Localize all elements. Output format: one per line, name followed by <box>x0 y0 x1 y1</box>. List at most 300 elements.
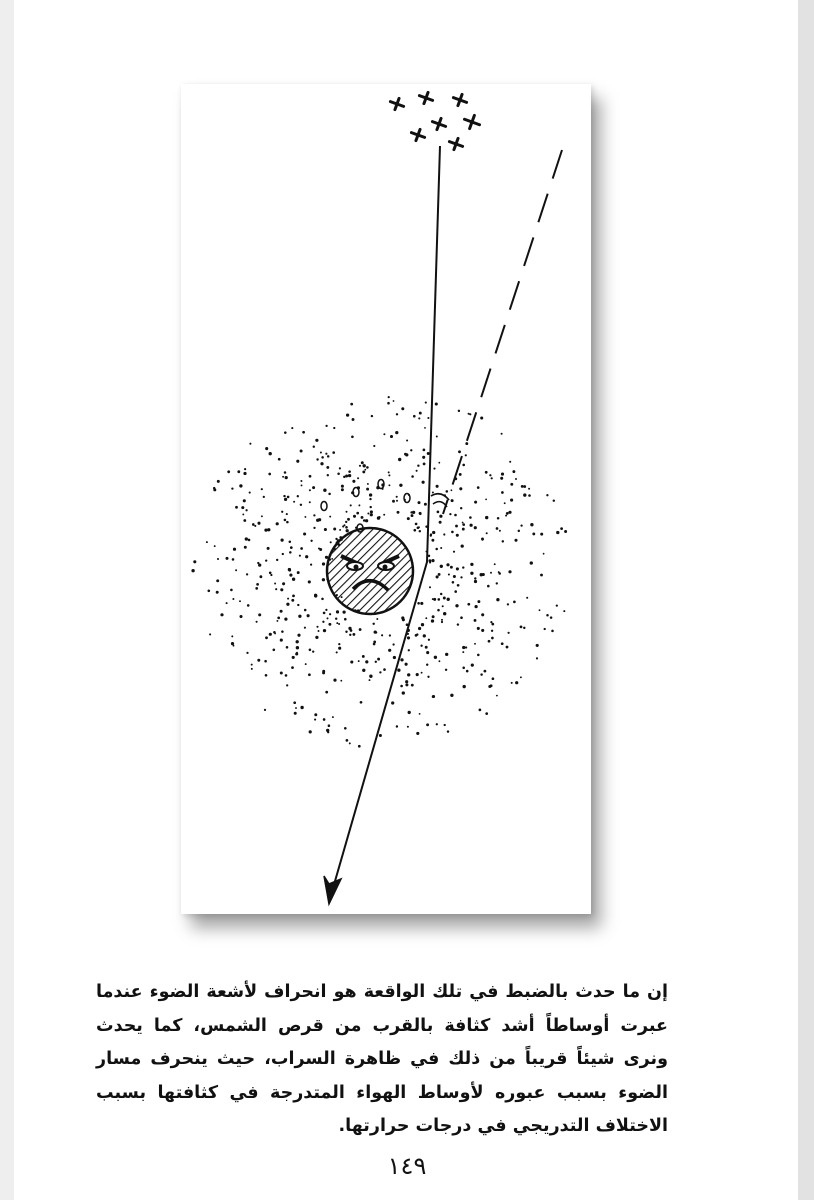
atmosphere-dot <box>436 723 438 725</box>
atmosphere-dot <box>333 679 336 682</box>
atmosphere-dot <box>423 449 426 452</box>
atmosphere-dot <box>291 666 294 669</box>
atmosphere-dot <box>436 485 439 488</box>
atmosphere-dot <box>288 568 291 571</box>
atmosphere-dot <box>291 427 293 429</box>
atmosphere-dot <box>507 632 509 634</box>
atmosphere-dot <box>438 462 440 464</box>
atmosphere-dot <box>396 725 398 727</box>
atmosphere-dot <box>501 491 504 494</box>
atmosphere-dot <box>391 701 394 704</box>
atmosphere-dot <box>315 439 318 442</box>
atmosphere-dot <box>327 474 329 476</box>
atmosphere-dot <box>370 506 372 508</box>
atmosphere-dot <box>415 523 418 526</box>
diagram-svg <box>181 84 591 914</box>
atmosphere-dot <box>267 547 270 550</box>
atmosphere-dot <box>304 516 306 518</box>
atmosphere-dot <box>342 610 345 613</box>
atmosphere-dot <box>323 489 326 492</box>
atmosphere-dot <box>453 575 456 578</box>
atmosphere-dot <box>481 629 484 632</box>
atmosphere-dot <box>454 590 457 593</box>
atmosphere-dot <box>298 615 301 618</box>
atmosphere-dot <box>287 496 290 499</box>
atmosphere-dot <box>440 547 442 549</box>
atmosphere-dot <box>249 492 251 494</box>
atmosphere-dot <box>437 609 440 612</box>
atmosphere-dot <box>350 403 353 406</box>
atmosphere-dot <box>308 580 311 583</box>
atmosphere-dot <box>328 493 331 496</box>
atmosphere-dot <box>539 609 541 611</box>
atmosphere-dot <box>255 587 258 590</box>
atmosphere-dot <box>286 521 289 524</box>
atmosphere-dot <box>387 402 390 405</box>
atmosphere-dot <box>320 462 323 465</box>
atmosphere-dot <box>448 573 450 575</box>
atmosphere-dot <box>249 443 251 445</box>
atmosphere-dot <box>477 627 480 630</box>
atmosphere-dot <box>421 623 424 626</box>
atmosphere-dot <box>396 413 398 415</box>
atmosphere-dot <box>426 723 429 726</box>
atmosphere-dot <box>441 619 443 621</box>
atmosphere-dot <box>540 533 543 536</box>
atmosphere-dot <box>233 548 236 551</box>
atmosphere-dot <box>520 626 523 629</box>
atmosphere-dot <box>499 530 501 532</box>
atmosphere-dot <box>265 559 267 561</box>
atmosphere-dot <box>523 485 526 488</box>
atmosphere-dot <box>512 470 515 473</box>
atmosphere-dot <box>434 656 437 659</box>
atmosphere-dot <box>245 509 247 511</box>
atmosphere-dot <box>543 553 545 555</box>
atmosphere-dot <box>481 613 484 616</box>
atmosphere-dot <box>405 663 408 666</box>
atmosphere-dot <box>296 640 299 643</box>
atmosphere-dot <box>419 530 421 532</box>
atmosphere-dot <box>274 583 276 585</box>
atmosphere-dot <box>375 661 377 663</box>
atmosphere-dot <box>456 534 459 537</box>
atmosphere-dot <box>439 515 442 518</box>
atmosphere-dot <box>270 574 272 576</box>
atmosphere-dot <box>358 504 360 506</box>
atmosphere-dot <box>285 476 288 479</box>
body-paragraph: إن ما حدث بالضبط في تلك الواقعة هو انحراف لأشعة الضوء عندما عبرت أوساطاً أشد كثافة بالقرب من قرص الشمس، كما يحدث ونرى شيئاً قريباً من ذلك في ظاهرة السراب، حيث ينحرف مسار الضوء بسبب عبوره لأوساط الهواء المتدرجة في كثافتها بسبب الاختلاف التدريجي في درجات حرارتها. <box>96 982 668 1136</box>
atmosphere-dot <box>296 646 299 649</box>
atmosphere-dot <box>335 617 337 619</box>
atmosphere-dot <box>496 598 499 601</box>
atmosphere-dot <box>488 640 491 643</box>
atmosphere-dot <box>277 617 280 620</box>
atmosphere-dot <box>491 477 493 479</box>
atmosphere-dot <box>320 451 322 453</box>
atmosphere-dot <box>314 713 317 716</box>
atmosphere-dot <box>232 558 235 561</box>
atmosphere-dot <box>340 680 342 682</box>
atmosphere-dot <box>366 488 369 491</box>
atmosphere-dot <box>352 418 355 421</box>
atmosphere-dot <box>293 501 295 503</box>
sun-disk <box>327 528 413 614</box>
atmosphere-dot <box>506 512 509 515</box>
atmosphere-dot <box>297 634 300 637</box>
atmosphere-dot <box>369 498 371 500</box>
atmosphere-dot <box>336 610 339 613</box>
atmosphere-dot <box>346 739 349 742</box>
atmosphere-dot <box>444 724 446 726</box>
atmosphere-dot <box>460 576 462 578</box>
atmosphere-dot <box>275 588 277 590</box>
atmosphere-dot <box>338 647 341 650</box>
atmosphere-dot <box>280 672 283 675</box>
atmosphere-dot <box>241 506 244 509</box>
atmosphere-dot <box>265 447 268 450</box>
atmosphere-dot <box>294 712 297 715</box>
atmosphere-dot <box>400 685 403 688</box>
atmosphere-dot <box>496 695 498 697</box>
atmosphere-dot <box>226 602 228 604</box>
atmosphere-dot <box>407 636 410 639</box>
atmosphere-dot <box>429 586 431 588</box>
atmosphere-dot <box>276 620 278 622</box>
atmosphere-dot <box>348 474 351 477</box>
atmosphere-dot <box>523 627 525 629</box>
atmosphere-dot <box>536 657 538 659</box>
atmosphere-dot <box>425 617 427 619</box>
atmosphere-dot <box>425 646 428 649</box>
atmosphere-dot <box>332 451 335 454</box>
atmosphere-dot <box>506 646 509 649</box>
atmosphere-dot <box>465 454 467 456</box>
atmosphere-dot <box>309 489 311 491</box>
atmosphere-dot <box>411 684 414 687</box>
atmosphere-dot <box>523 493 526 496</box>
atmosphere-dot <box>304 627 306 629</box>
atmosphere-dot <box>297 571 300 574</box>
atmosphere-dot <box>406 439 408 441</box>
atmosphere-dot <box>312 486 315 489</box>
atmosphere-dot <box>436 436 438 438</box>
atmosphere-dot <box>292 595 295 598</box>
atmosphere-dot <box>427 452 430 455</box>
atmosphere-dot <box>442 605 444 607</box>
atmosphere-dot <box>461 544 464 547</box>
atmosphere-dot <box>551 630 554 633</box>
atmosphere-dot <box>528 488 530 490</box>
atmosphere-dot <box>418 627 421 630</box>
atmosphere-dot <box>309 730 312 733</box>
atmosphere-dot <box>515 478 517 480</box>
atmosphere-dot <box>329 613 331 615</box>
atmosphere-dot <box>258 613 261 616</box>
atmosphere-dot <box>521 485 524 488</box>
atmosphere-dot <box>341 488 344 491</box>
atmosphere-dot <box>424 427 426 429</box>
atmosphere-dot <box>376 618 378 620</box>
atmosphere-dot <box>261 488 263 490</box>
atmosphere-dot <box>264 528 267 531</box>
atmosphere-dot <box>457 584 460 587</box>
atmosphere-dot <box>431 559 434 562</box>
atmosphere-dot <box>374 630 377 633</box>
atmosphere-dot <box>501 642 504 645</box>
atmosphere-dot <box>289 541 292 544</box>
atmosphere-dot <box>369 675 372 678</box>
atmosphere-dot <box>416 470 418 472</box>
atmosphere-dot <box>510 483 513 486</box>
atmosphere-dot <box>310 564 312 566</box>
atmosphere-dot <box>470 563 473 566</box>
atmosphere-dot <box>230 589 233 592</box>
atmosphere-dot <box>383 668 386 671</box>
atmosphere-dot <box>462 464 465 467</box>
atmosphere-dot <box>248 539 251 542</box>
atmosphere-dot <box>350 660 353 663</box>
atmosphere-dot <box>265 674 268 677</box>
atmosphere-dot <box>329 516 331 518</box>
atmosphere-dot <box>232 598 234 600</box>
atmosphere-dot <box>217 480 220 483</box>
atmosphere-dot <box>314 594 317 597</box>
atmosphere-dot <box>289 551 292 554</box>
atmosphere-dot <box>431 619 434 622</box>
atmosphere-dot <box>471 663 474 666</box>
atmosphere-dot <box>310 540 312 542</box>
atmosphere-dot <box>372 623 374 625</box>
atmosphere-dot <box>407 517 410 520</box>
atmosphere-dot <box>399 484 402 487</box>
atmosphere-dot <box>278 458 281 461</box>
atmosphere-dot <box>417 526 420 529</box>
atmosphere-dot <box>408 649 410 651</box>
atmosphere-dot <box>264 660 267 663</box>
atmosphere-dot <box>507 603 509 605</box>
atmosphere-dot <box>474 577 476 579</box>
atmosphere-dot <box>426 651 429 654</box>
atmosphere-dot <box>297 495 299 497</box>
apparent-light-path-dashed <box>443 150 562 514</box>
atmosphere-dot <box>462 667 465 670</box>
atmosphere-dot <box>246 573 248 575</box>
atmosphere-dot <box>405 683 408 686</box>
atmosphere-dot <box>309 475 312 478</box>
atmosphere-dot <box>362 669 365 672</box>
atmosphere-dot <box>388 474 390 476</box>
atmosphere-dot <box>402 691 405 694</box>
atmosphere-dot <box>428 559 431 562</box>
atmosphere-dot <box>280 588 283 591</box>
atmosphere-dot <box>459 487 462 490</box>
atmosphere-dot <box>520 524 522 526</box>
atmosphere-dot <box>383 514 385 516</box>
atmosphere-dot <box>451 531 454 534</box>
atmosphere-dot <box>526 597 528 599</box>
atmosphere-dot <box>508 511 511 514</box>
atmosphere-dot <box>300 504 302 506</box>
atmosphere-dot <box>239 615 242 618</box>
atmosphere-dot <box>256 621 258 623</box>
atmosphere-dot <box>361 461 364 464</box>
star-icon <box>447 136 464 152</box>
atmosphere-dot <box>313 527 315 529</box>
atmosphere-dot <box>411 514 414 517</box>
atmosphere-dot <box>497 517 500 520</box>
atmosphere-dot <box>419 713 421 715</box>
atmosphere-dot <box>477 654 480 657</box>
atmosphere-dot <box>316 626 318 628</box>
atmosphere-dot <box>474 526 477 529</box>
atmosphere-dot <box>560 527 563 530</box>
atmosphere-dot <box>235 569 237 571</box>
atmosphere-dot <box>474 501 477 504</box>
atmosphere-dot <box>314 719 316 721</box>
atmosphere-dot <box>411 475 414 478</box>
atmosphere-dot <box>550 616 553 619</box>
atmosphere-dot <box>243 472 246 475</box>
atmosphere-dot <box>316 458 318 460</box>
atmosphere-dot <box>553 499 555 501</box>
atmosphere-dot <box>489 474 491 476</box>
atmosphere-dot <box>193 560 196 563</box>
atmosphere-dot <box>422 481 425 484</box>
atmosphere-dot <box>419 513 421 515</box>
atmosphere-dot <box>423 634 426 637</box>
atmosphere-dot <box>293 701 296 704</box>
atmosphere-dot <box>388 649 391 652</box>
atmosphere-dot <box>505 515 507 517</box>
atmosphere-dot <box>353 515 356 518</box>
atmosphere-dot <box>254 525 256 527</box>
atmosphere-dot <box>388 396 390 398</box>
atmosphere-dot <box>496 582 498 584</box>
atmosphere-dot <box>536 644 539 647</box>
atmosphere-dot <box>474 605 477 608</box>
atmosphere-dot <box>300 450 303 453</box>
atmosphere-dot <box>496 527 499 530</box>
atmosphere-dot <box>419 412 422 415</box>
atmosphere-dot <box>420 602 423 605</box>
atmosphere-dot <box>286 684 288 686</box>
atmosphere-dot <box>292 656 295 659</box>
atmosphere-dot <box>284 471 287 474</box>
atmosphere-dot <box>513 601 516 604</box>
atmosphere-dot <box>426 663 428 665</box>
atmosphere-dot <box>455 604 458 607</box>
actual-light-ray <box>329 146 440 902</box>
atmosphere-dot <box>242 513 244 515</box>
atmosphere-dot <box>449 513 451 515</box>
atmosphere-dot <box>206 541 208 543</box>
atmosphere-dot <box>440 565 443 568</box>
atmosphere-dot <box>318 518 321 521</box>
atmosphere-dot <box>251 668 253 670</box>
atmosphere-dot <box>492 677 495 680</box>
atmosphere-dot <box>244 468 246 470</box>
atmosphere-dot <box>345 526 348 529</box>
atmosphere-dot <box>322 671 325 674</box>
atmosphere-dot <box>333 427 335 429</box>
atmosphere-dot <box>469 524 472 527</box>
atmosphere-dot <box>217 558 219 560</box>
atmosphere-dot <box>452 581 455 584</box>
atmosphere-dot <box>388 484 390 486</box>
atmosphere-dot <box>295 707 297 709</box>
atmosphere-dot <box>445 653 448 656</box>
atmosphere-dot <box>401 616 404 619</box>
atmosphere-dot <box>330 541 332 543</box>
atmosphere-dot <box>281 539 284 542</box>
atmosphere-dot <box>216 579 219 582</box>
atmosphere-dot <box>356 512 359 515</box>
page-number: ١٤٩ <box>387 1152 427 1180</box>
atmosphere-dot <box>322 562 325 565</box>
atmosphere-dot <box>284 519 287 522</box>
atmosphere-dot <box>319 548 322 551</box>
atmosphere-dot <box>488 685 491 688</box>
atmosphere-dot <box>490 621 492 623</box>
atmosphere-dot <box>243 519 246 522</box>
atmosphere-dot <box>458 450 461 453</box>
atmosphere-dot <box>518 530 520 532</box>
atmosphere-dot <box>556 531 559 534</box>
atmosphere-dot <box>396 496 398 498</box>
atmosphere-dot <box>364 469 366 471</box>
atmosphere-dot <box>284 498 287 501</box>
atmosphere-dot <box>438 573 441 576</box>
atmosphere-dot <box>467 603 470 606</box>
star-icon <box>417 90 434 106</box>
atmosphere-dot <box>466 670 469 673</box>
atmosphere-dot <box>361 516 364 519</box>
atmosphere-dot <box>284 431 287 434</box>
atmosphere-dot <box>546 614 549 617</box>
atmosphere-dot <box>273 649 276 652</box>
atmosphere-dot <box>445 669 447 671</box>
atmosphere-dot <box>447 598 450 601</box>
atmosphere-dot <box>474 643 476 645</box>
atmosphere-dot <box>396 500 398 502</box>
atmosphere-dot <box>450 694 453 697</box>
atmosphere-dot <box>348 470 351 473</box>
atmosphere-dot <box>437 511 440 514</box>
atmosphere-dot <box>530 523 533 526</box>
atmosphere-dot <box>267 528 270 531</box>
atmosphere-dot <box>438 598 441 601</box>
atmosphere-dot <box>307 614 310 617</box>
atmosphere-dot <box>290 546 293 549</box>
atmosphere-dot <box>423 463 426 466</box>
small-circle-marks <box>321 480 410 533</box>
atmosphere-dot <box>300 547 303 550</box>
atmosphere-dot <box>546 494 548 496</box>
atmosphere-dot <box>457 623 459 625</box>
stars-cluster <box>388 90 482 152</box>
atmosphere-dot <box>438 660 440 662</box>
atmosphere-dot <box>351 435 354 438</box>
atmosphere-dot <box>245 537 248 540</box>
atmosphere-dot <box>416 673 419 676</box>
atmosphere-dot <box>481 538 483 540</box>
atmosphere-dot <box>443 533 445 535</box>
atmosphere-dot <box>308 673 311 676</box>
atmosphere-dot <box>509 461 511 463</box>
atmosphere-dot <box>309 501 311 503</box>
atmosphere-dot <box>564 530 567 533</box>
